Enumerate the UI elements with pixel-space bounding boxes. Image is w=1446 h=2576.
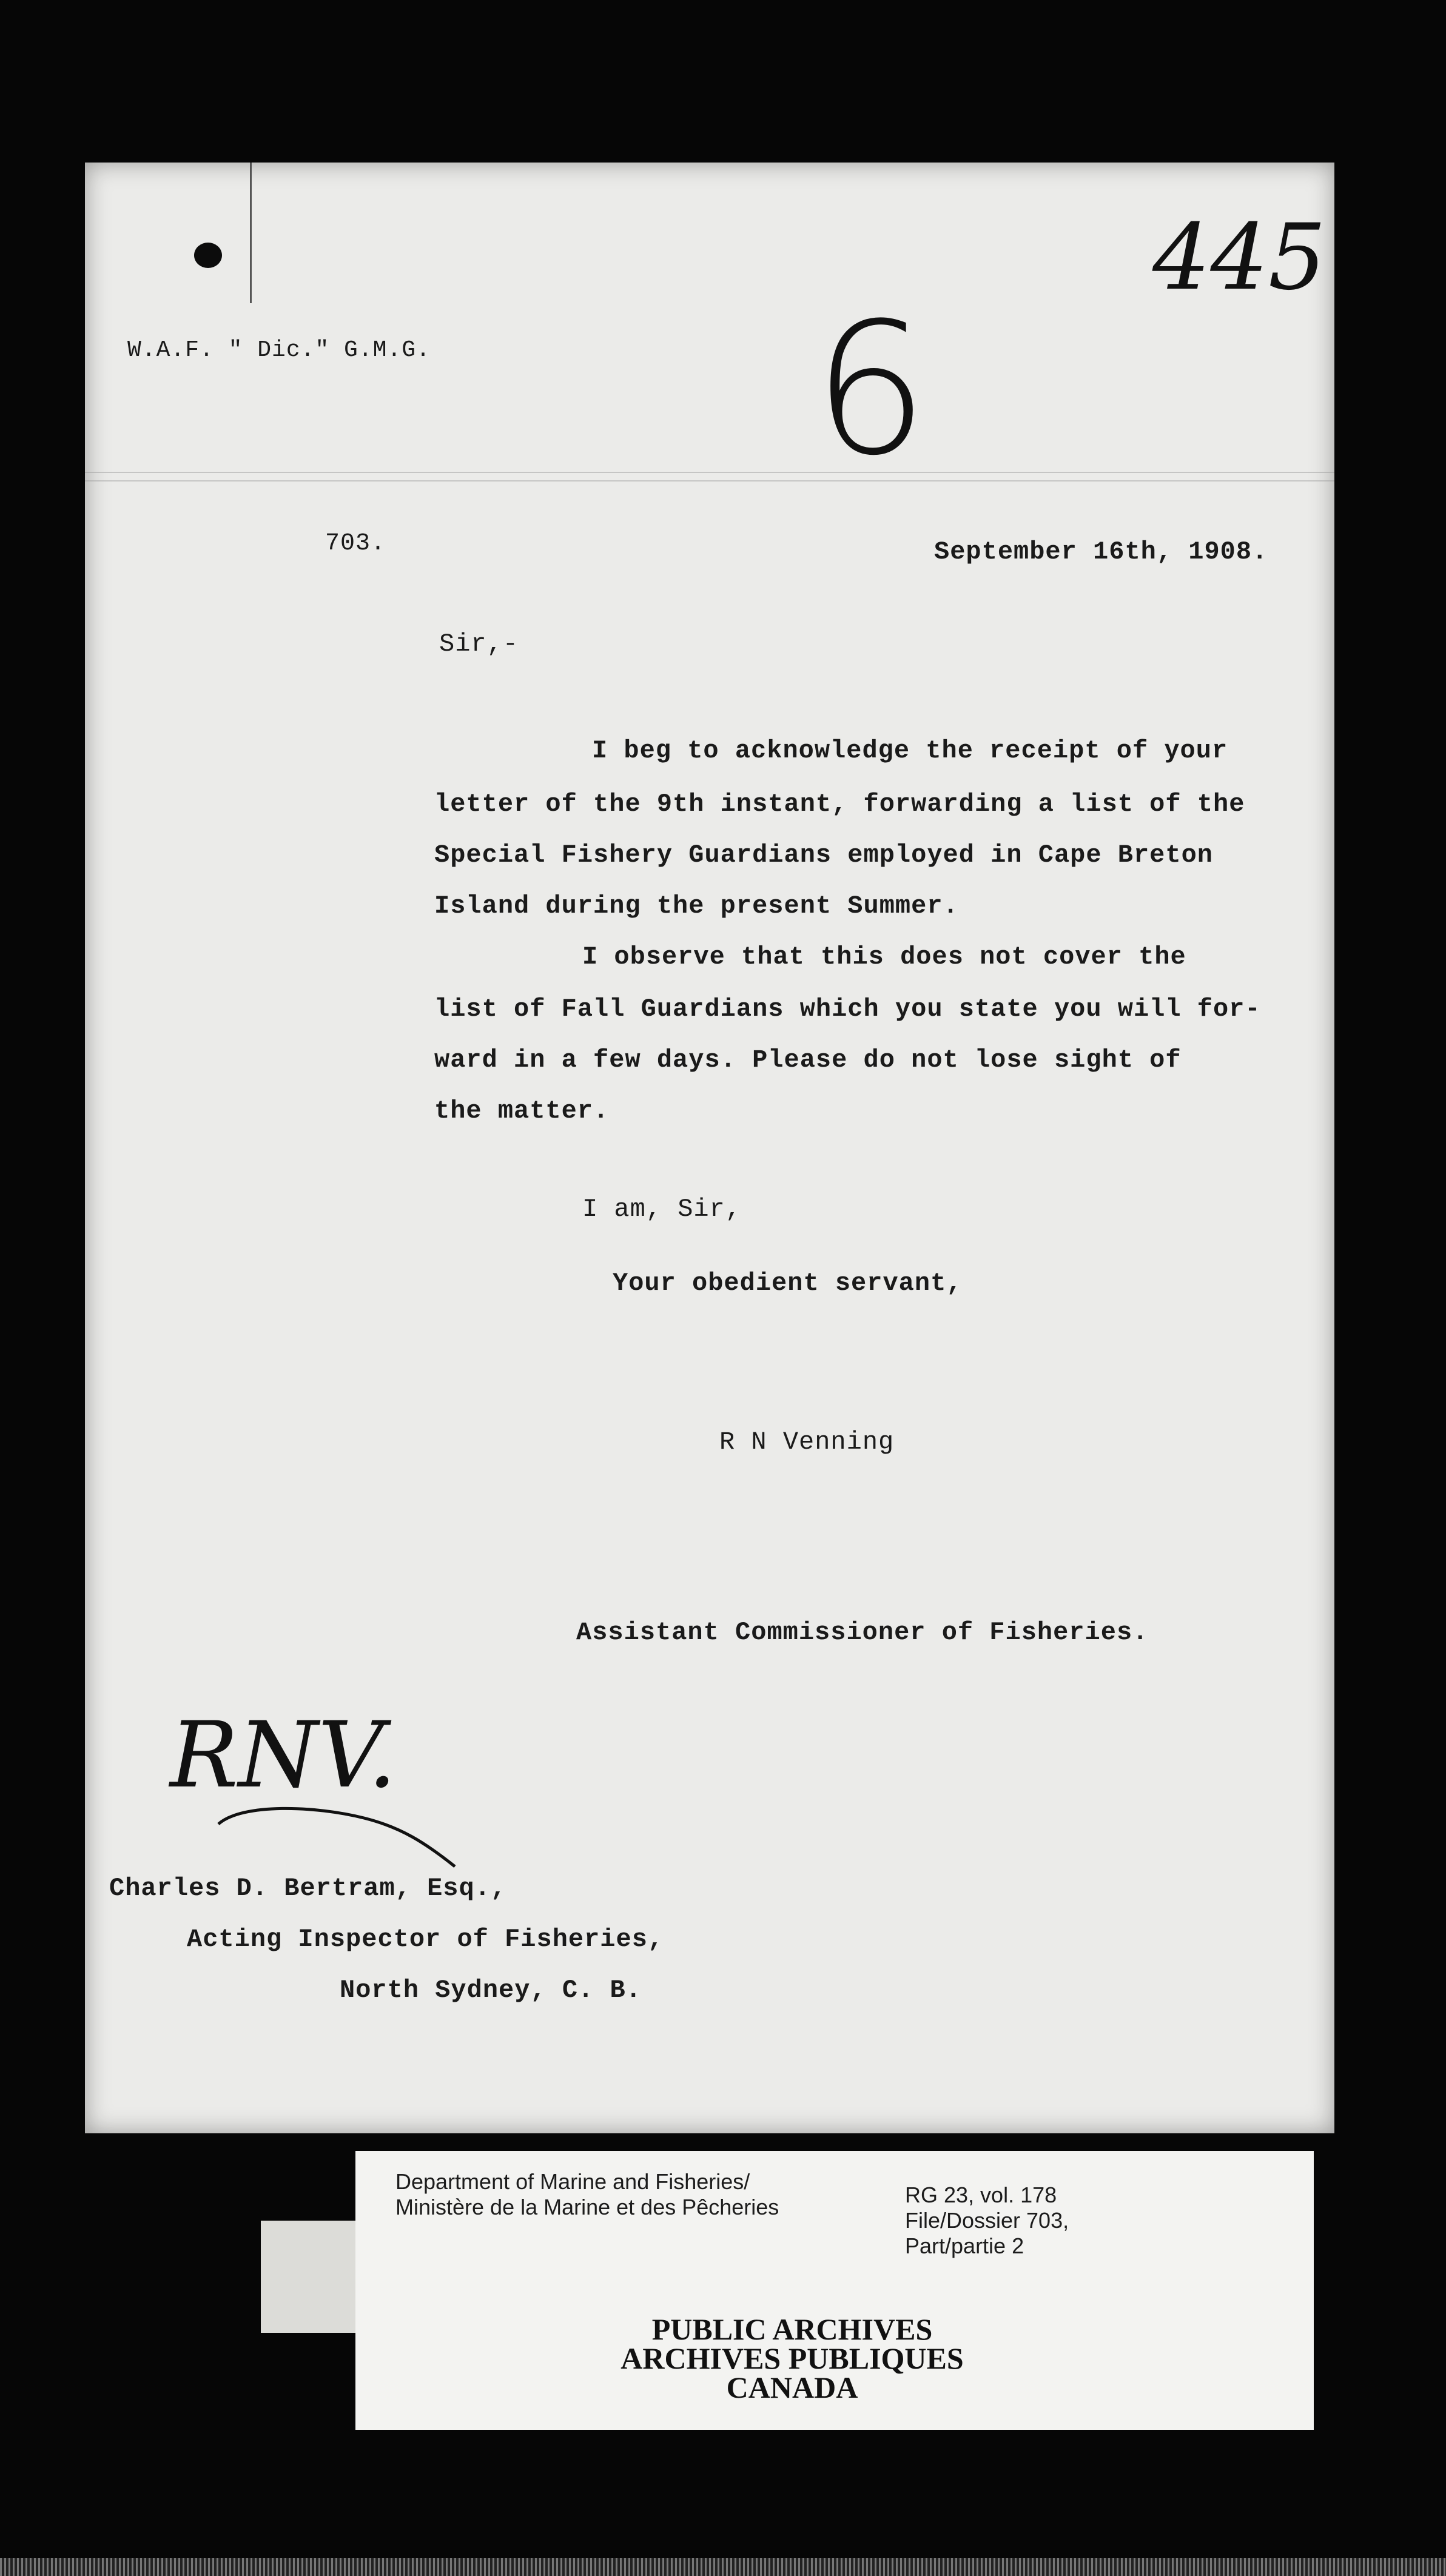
- body-line: Island during the present Summer.: [434, 891, 959, 921]
- archive-title-country: CANADA: [726, 2370, 858, 2404]
- body-line: list of Fall Guardians which you state you will for-: [434, 995, 1261, 1024]
- archive-label: [355, 2151, 1314, 2430]
- salutation: Sir,-: [439, 629, 519, 659]
- file-mark-handwritten: 6: [813, 284, 929, 495]
- page-fold-line: [250, 163, 252, 303]
- closing-line: Your obedient servant,: [613, 1269, 963, 1298]
- signatory-name: R N Venning: [719, 1427, 895, 1457]
- signatory-title: Assistant Commissioner of Fisheries.: [576, 1618, 1149, 1647]
- department-french: Ministère de la Marine et des Pêcheries: [395, 2195, 779, 2219]
- page-number-handwritten: 445: [1152, 205, 1327, 310]
- initials-signature: RNV.: [170, 1703, 397, 1808]
- body-line: Special Fishery Guardians employed in Cape Breton: [434, 840, 1214, 870]
- body-line: the matter.: [434, 1096, 610, 1125]
- department-english: Department of Marine and Fisheries/: [395, 2169, 750, 2194]
- letter-date: September 16th, 1908.: [934, 537, 1268, 566]
- archive-title-en: PUBLIC ARCHIVES: [651, 2312, 933, 2346]
- part-partie: Part/partie 2: [905, 2233, 1024, 2258]
- recipient-title: Acting Inspector of Fisheries,: [187, 1925, 664, 1954]
- film-edge-strip: [0, 2558, 1446, 2576]
- reference-code: W.A.F. " Dic." G.M.G.: [127, 337, 431, 363]
- body-line: I beg to acknowledge the receipt of your: [592, 736, 1228, 765]
- closing-line: I am, Sir,: [582, 1195, 742, 1224]
- signature-flourish: [206, 1800, 461, 1873]
- recipient-place: North Sydney, C. B.: [340, 1976, 642, 2005]
- letter-page: [85, 163, 1334, 2133]
- rule-line: [85, 480, 1334, 481]
- file-dossier: File/Dossier 703,: [905, 2208, 1069, 2233]
- archive-title-fr: ARCHIVES PUBLIQUES: [620, 2341, 964, 2375]
- body-line: ward in a few days. Please do not lose sight of: [434, 1045, 1182, 1075]
- rule-line: [85, 472, 1334, 473]
- body-line: letter of the 9th instant, forwarding a list of the: [434, 790, 1245, 819]
- punch-hole: [194, 243, 222, 268]
- body-line: I observe that this does not cover the: [582, 942, 1186, 971]
- recipient-name: Charles D. Bertram, Esq.,: [109, 1874, 507, 1903]
- file-number: 703.: [325, 530, 386, 557]
- record-group: RG 23, vol. 178: [905, 2182, 1057, 2207]
